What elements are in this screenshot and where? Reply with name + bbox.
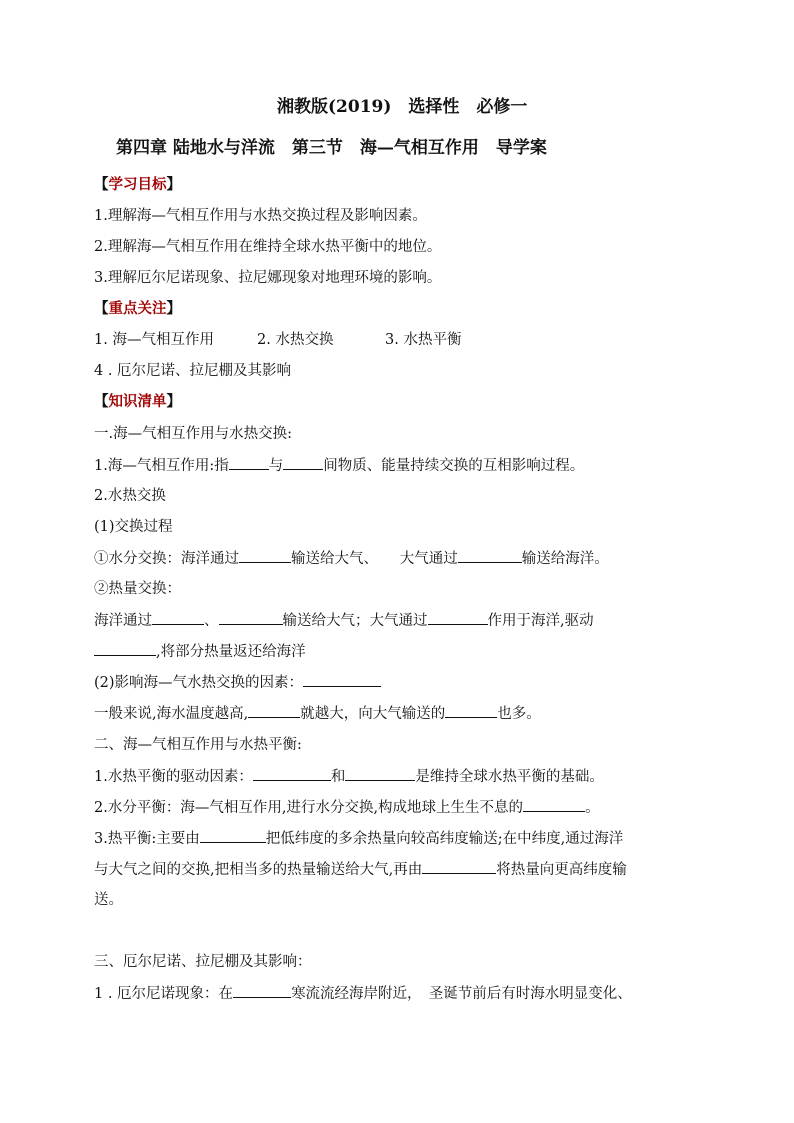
body-text: 作用于海洋,驱动 bbox=[487, 613, 594, 629]
body-text: 1 . 厄尔尼诺现象：在 bbox=[94, 986, 234, 1002]
body-line bbox=[94, 766, 604, 787]
document-title: 湘教版(2019) 选择性 必修一 bbox=[277, 97, 528, 117]
body-text: 就越大，向大气输送的 bbox=[300, 706, 446, 722]
fill-in-blank[interactable] bbox=[445, 703, 497, 718]
body-line bbox=[94, 983, 632, 1004]
body-text: 输送给海洋。 bbox=[521, 551, 609, 567]
body-text: 将热量向更高纬度输 bbox=[496, 862, 627, 878]
body-text: 2.水热交换 bbox=[94, 488, 166, 504]
body-line bbox=[94, 486, 166, 506]
body-text: 一.海—气相互作用与水热交换: bbox=[94, 426, 292, 442]
body-text: 也多。 bbox=[497, 706, 541, 722]
section-heading-focus bbox=[94, 299, 181, 319]
body-text: ,将部分热量返还给海洋 bbox=[156, 644, 306, 660]
focus-item: 3. 水热平衡 bbox=[385, 332, 462, 348]
body-line bbox=[94, 579, 181, 599]
heading-label: 学习目标 bbox=[108, 176, 167, 193]
section-heading-goals bbox=[94, 175, 181, 195]
body-text: 送。 bbox=[94, 892, 123, 908]
fill-in-blank[interactable] bbox=[229, 455, 269, 470]
fill-in-blank[interactable] bbox=[233, 983, 291, 998]
bracket-open: 【 bbox=[94, 176, 109, 193]
focus-item: 2. 水热交换 bbox=[257, 332, 334, 348]
body-text: 与大气之间的交换,把相当多的热量输送给大气,再由 bbox=[94, 862, 423, 878]
body-line bbox=[94, 672, 381, 693]
body-line bbox=[94, 455, 584, 476]
fill-in-blank[interactable] bbox=[253, 766, 331, 781]
body-line bbox=[94, 548, 609, 569]
body-text: 是维持全球水热平衡的基础。 bbox=[415, 769, 604, 785]
fill-in-blank[interactable] bbox=[248, 703, 300, 718]
body-text: 3.热平衡:主要由 bbox=[94, 831, 200, 847]
body-text: 把低纬度的多余热量向较高纬度输送;在中纬度,通过海洋 bbox=[265, 831, 624, 847]
body-line bbox=[94, 797, 600, 818]
body-text: 和 bbox=[330, 769, 346, 785]
fill-in-blank[interactable] bbox=[303, 672, 381, 687]
body-text: (1)交换过程 bbox=[94, 519, 173, 535]
body-line bbox=[94, 703, 541, 724]
bracket-close: 】 bbox=[166, 393, 181, 410]
fill-in-blank[interactable] bbox=[239, 548, 291, 563]
fill-in-blank[interactable] bbox=[458, 548, 522, 563]
goal-item: 2.理解海—气相互作用在维持全球水热平衡中的地位。 bbox=[94, 239, 442, 255]
body-line bbox=[94, 735, 302, 755]
body-text: ①水分交换：海洋通过 bbox=[94, 551, 239, 567]
fill-in-blank[interactable] bbox=[200, 828, 266, 843]
fill-in-blank[interactable] bbox=[283, 455, 323, 470]
body-line bbox=[94, 859, 627, 880]
goal-item: 3.理解厄尔尼诺现象、拉尼娜现象对地理环境的影响。 bbox=[94, 270, 442, 286]
body-text: 输送给大气、 大气通过 bbox=[291, 551, 458, 567]
body-text: 寒流流经海岸附近， 圣诞节前后有时海水明显变化、 bbox=[291, 986, 632, 1002]
fill-in-blank[interactable] bbox=[422, 859, 496, 874]
focus-item: 1. 海—气相互作用 bbox=[94, 332, 214, 348]
body-text: 一般来说,海水温度越高, bbox=[94, 706, 249, 722]
fill-in-blank[interactable] bbox=[219, 610, 283, 625]
body-text: 间物质、能量持续交换的互相影响过程。 bbox=[323, 458, 585, 474]
focus-item: 4 . 厄尔尼诺、拉尼棚及其影响 bbox=[94, 363, 292, 379]
body-text: 2.水分平衡：海—气相互作用,进行水分交换,构成地球上生生不息的 bbox=[94, 800, 524, 816]
body-text: (2)影响海—气水热交换的因素： bbox=[94, 675, 304, 691]
body-line bbox=[94, 890, 123, 910]
body-text: 三、厄尔尼诺、拉尼棚及其影响： bbox=[94, 954, 312, 970]
body-text: 1.水热平衡的驱动因素： bbox=[94, 769, 253, 785]
body-text: 与 bbox=[268, 458, 284, 474]
body-text: 二、海—气相互作用与水热平衡: bbox=[94, 737, 302, 753]
fill-in-blank[interactable] bbox=[428, 610, 488, 625]
bracket-close: 】 bbox=[166, 176, 181, 193]
body-line bbox=[94, 828, 623, 849]
body-line bbox=[94, 952, 312, 972]
fill-in-blank[interactable] bbox=[345, 766, 415, 781]
body-line bbox=[94, 641, 306, 662]
body-text: 1.海—气相互作用:指 bbox=[94, 458, 229, 474]
heading-label: 重点关注 bbox=[108, 300, 167, 317]
section-heading-knowledge bbox=[94, 392, 181, 412]
body-text: 输送给大气；大气通过 bbox=[282, 613, 428, 629]
bracket-open: 【 bbox=[94, 393, 109, 410]
body-line bbox=[94, 424, 292, 444]
body-line bbox=[94, 610, 594, 631]
body-line bbox=[94, 517, 173, 537]
fill-in-blank[interactable] bbox=[523, 797, 585, 812]
body-text: 海洋通过 bbox=[94, 613, 152, 629]
goal-item: 1.理解海—气相互作用与水热交换过程及影响因素。 bbox=[94, 208, 427, 224]
body-text: 。 bbox=[585, 800, 600, 816]
fill-in-blank[interactable] bbox=[152, 610, 204, 625]
document-subtitle: 第四章 陆地水与洋流 第三节 海—气相互作用 导学案 bbox=[116, 138, 547, 158]
fill-in-blank[interactable] bbox=[94, 641, 156, 656]
bracket-open: 【 bbox=[94, 300, 109, 317]
body-text: ②热量交换： bbox=[94, 581, 181, 597]
bracket-close: 】 bbox=[166, 300, 181, 317]
body-text: 、 bbox=[204, 613, 219, 629]
heading-label: 知识清单 bbox=[108, 393, 167, 410]
